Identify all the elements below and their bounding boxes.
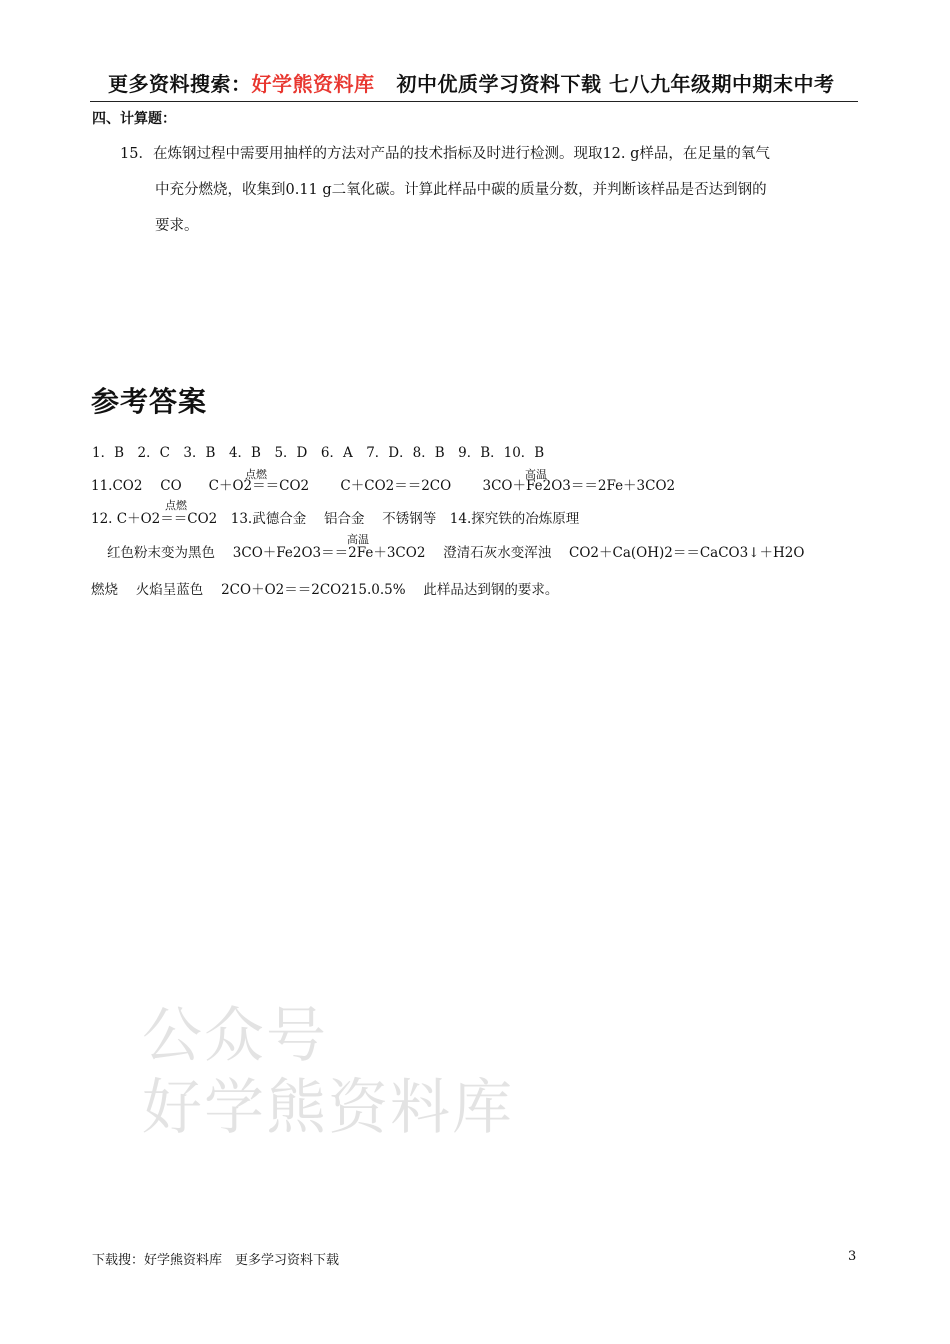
answers-line-1: 1．B 2．C 3．B 4．B 5．D 6．A 7．D．8．B 9．B．10．B (92, 445, 545, 461)
header-rule (90, 101, 858, 102)
answers-line-3: 12. C＋O2＝＝CO2 13.武德合金 铝合金 不锈钢等 14.探究铁的冶炼原理 (91, 511, 580, 527)
answers-line-5: 燃烧 火焰呈蓝色 2CO＋O2＝＝2CO215.0.5% 此样品达到钢的要求。 (91, 582, 559, 598)
banner-prefix: 更多资料搜索： (108, 72, 252, 96)
section-heading: 四、计算题： (92, 111, 176, 127)
top-banner (108, 68, 834, 97)
answers-title: 参考答案 (91, 385, 208, 418)
reaction-condition-ignite-2: 点燃 (165, 499, 187, 512)
banner-brand: 好学熊资料库 (251, 72, 375, 96)
page-number: 3 (848, 1249, 857, 1264)
question-15-line-1: 15．在炼钢过程中需要用抽样的方法对产品的技术指标及时进行检测。现取12. g样品，在足量的氧气 (120, 146, 770, 162)
reaction-condition-hightemp-2: 高温 (347, 533, 369, 546)
question-15-line-3: 要求。 (155, 218, 199, 234)
watermark-line-2: 好学熊资料库 (142, 1073, 514, 1143)
reaction-condition-hightemp-1: 高温 (525, 468, 547, 481)
reaction-condition-ignite-1: 点燃 (245, 468, 267, 481)
watermark-line-1: 公众号 (142, 1001, 328, 1071)
banner-suffix: 初中优质学习资料下载 七八九年级期中期末中考 (396, 72, 835, 96)
answers-line-4: 红色粉末变为黑色 3CO＋Fe2O3＝＝2Fe＋3CO2 澄清石灰水变浑浊 CO2＋Ca(OH)2＝＝CaCO3↓＋H2O (107, 545, 805, 561)
question-15-line-2: 中充分燃烧，收集到0.11 g二氧化碳。计算此样品中碳的质量分数，并判断该样品是否达到钢的 (155, 182, 767, 198)
answers-line-2: 11.CO2 CO C＋O2＝＝CO2 C＋CO2＝＝2CO 3CO＋Fe2O3＝＝2Fe＋3CO2 (91, 478, 676, 494)
footer-text: 下载搜：好学熊资料库 更多学习资料下载 (92, 1253, 340, 1268)
